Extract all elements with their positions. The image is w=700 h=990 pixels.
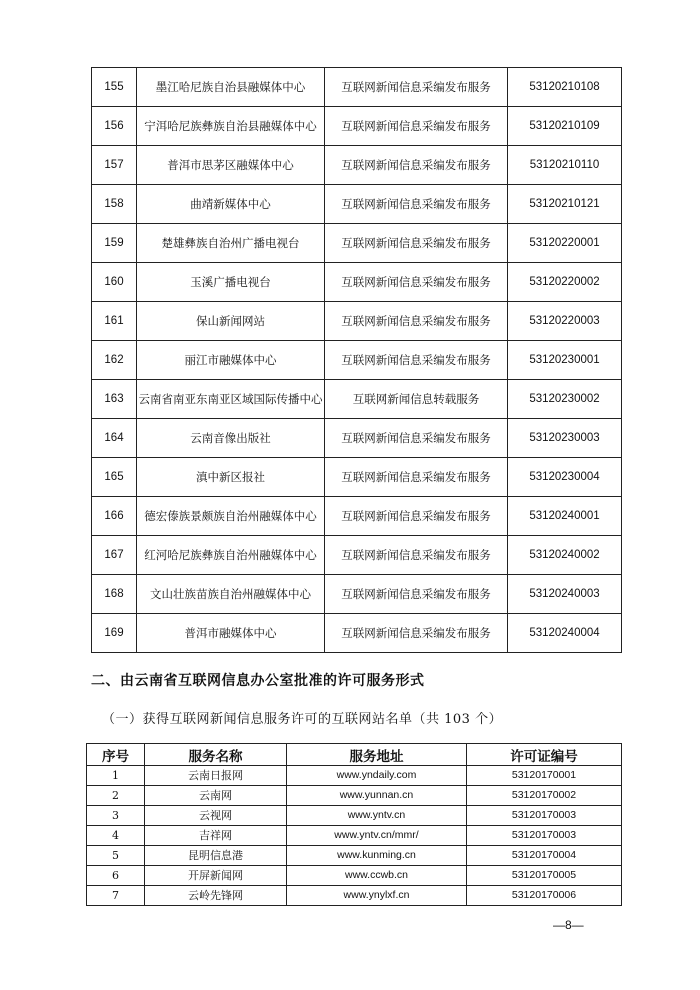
cell-name: 玉溪广播电视台 (137, 263, 325, 302)
cell-license: 53120170003 (467, 826, 622, 846)
cell-name: 德宏傣族景颇族自治州融媒体中心 (137, 497, 325, 536)
cell-license: 53120230003 (508, 419, 622, 458)
cell-no: 2 (87, 786, 145, 806)
cell-no: 158 (92, 185, 137, 224)
cell-address: www.yndaily.com (287, 766, 467, 786)
cell-license: 53120170004 (467, 846, 622, 866)
cell-name: 吉祥网 (145, 826, 287, 846)
cell-no: 159 (92, 224, 137, 263)
table-row (92, 497, 622, 536)
cell-address: www.ccwb.cn (287, 866, 467, 886)
cell-no: 167 (92, 536, 137, 575)
cell-no: 5 (87, 846, 145, 866)
cell-address: www.yntv.cn (287, 806, 467, 826)
cell-name: 云南网 (145, 786, 287, 806)
cell-license: 53120170005 (467, 866, 622, 886)
cell-license: 53120230001 (508, 341, 622, 380)
cell-license: 53120220001 (508, 224, 622, 263)
cell-license: 53120170003 (467, 806, 622, 826)
table-header-row (87, 744, 622, 766)
cell-name: 保山新闻网站 (137, 302, 325, 341)
license-table-body (92, 68, 622, 653)
table-row (92, 341, 622, 380)
cell-name: 普洱市融媒体中心 (137, 614, 325, 653)
cell-license: 53120240003 (508, 575, 622, 614)
cell-no: 157 (92, 146, 137, 185)
cell-license: 53120170001 (467, 766, 622, 786)
table-row (92, 107, 622, 146)
sub-heading: （一）获得互联网新闻信息服务许可的互联网站名单（共 103 个） (102, 712, 503, 727)
cell-service: 互联网新闻信息转载服务 (325, 380, 508, 419)
cell-no: 168 (92, 575, 137, 614)
header-license: 许可证编号 (467, 744, 622, 766)
table-row (92, 419, 622, 458)
table-row (87, 786, 622, 806)
cell-no: 165 (92, 458, 137, 497)
website-table-body (87, 766, 622, 906)
cell-license: 53120170006 (467, 886, 622, 906)
table-row (92, 146, 622, 185)
table-row (87, 846, 622, 866)
cell-no: 3 (87, 806, 145, 826)
table-row (87, 886, 622, 906)
cell-no: 6 (87, 866, 145, 886)
cell-no: 1 (87, 766, 145, 786)
cell-service: 互联网新闻信息采编发布服务 (325, 302, 508, 341)
website-license-table (86, 743, 622, 906)
cell-service: 互联网新闻信息采编发布服务 (325, 263, 508, 302)
table-row (92, 185, 622, 224)
table-row (92, 302, 622, 341)
cell-service: 互联网新闻信息采编发布服务 (325, 575, 508, 614)
table-row (92, 224, 622, 263)
table-row (92, 536, 622, 575)
cell-no: 7 (87, 886, 145, 906)
license-table-continued (91, 67, 622, 653)
cell-service: 互联网新闻信息采编发布服务 (325, 497, 508, 536)
table-row (87, 866, 622, 886)
cell-name: 丽江市融媒体中心 (137, 341, 325, 380)
cell-address: www.yntv.cn/mmr/ (287, 826, 467, 846)
cell-service: 互联网新闻信息采编发布服务 (325, 185, 508, 224)
cell-name: 云视网 (145, 806, 287, 826)
cell-license: 53120210121 (508, 185, 622, 224)
page-number: —8— (553, 918, 584, 932)
cell-name: 云南音像出版社 (137, 419, 325, 458)
cell-license: 53120210108 (508, 68, 622, 107)
cell-license: 53120240002 (508, 536, 622, 575)
cell-service: 互联网新闻信息采编发布服务 (325, 458, 508, 497)
table-row (92, 458, 622, 497)
header-address: 服务地址 (287, 744, 467, 766)
cell-license: 53120210109 (508, 107, 622, 146)
table-row (92, 575, 622, 614)
cell-no: 163 (92, 380, 137, 419)
cell-name: 云岭先锋网 (145, 886, 287, 906)
header-name: 服务名称 (145, 744, 287, 766)
cell-no: 164 (92, 419, 137, 458)
table-row (87, 766, 622, 786)
cell-name: 文山壮族苗族自治州融媒体中心 (137, 575, 325, 614)
cell-license: 53120240004 (508, 614, 622, 653)
table-row (87, 806, 622, 826)
cell-service: 互联网新闻信息采编发布服务 (325, 341, 508, 380)
cell-address: www.yunnan.cn (287, 786, 467, 806)
cell-no: 169 (92, 614, 137, 653)
cell-no: 4 (87, 826, 145, 846)
cell-name: 宁洱哈尼族彝族自治县融媒体中心 (137, 107, 325, 146)
table-row (92, 68, 622, 107)
cell-service: 互联网新闻信息采编发布服务 (325, 146, 508, 185)
cell-license: 53120230002 (508, 380, 622, 419)
cell-license: 53120240001 (508, 497, 622, 536)
cell-name: 滇中新区报社 (137, 458, 325, 497)
cell-license: 53120230004 (508, 458, 622, 497)
cell-license: 53120220003 (508, 302, 622, 341)
cell-name: 昆明信息港 (145, 846, 287, 866)
cell-license: 53120220002 (508, 263, 622, 302)
cell-no: 161 (92, 302, 137, 341)
cell-service: 互联网新闻信息采编发布服务 (325, 224, 508, 263)
cell-no: 156 (92, 107, 137, 146)
section-heading: 二、由云南省互联网信息办公室批准的许可服务形式 (91, 673, 425, 689)
cell-service: 互联网新闻信息采编发布服务 (325, 536, 508, 575)
cell-service: 互联网新闻信息采编发布服务 (325, 107, 508, 146)
cell-name: 普洱市思茅区融媒体中心 (137, 146, 325, 185)
cell-no: 162 (92, 341, 137, 380)
table-row (92, 380, 622, 419)
cell-no: 155 (92, 68, 137, 107)
cell-address: www.ynylxf.cn (287, 886, 467, 906)
cell-service: 互联网新闻信息采编发布服务 (325, 419, 508, 458)
table-row (92, 614, 622, 653)
cell-service: 互联网新闻信息采编发布服务 (325, 68, 508, 107)
cell-no: 160 (92, 263, 137, 302)
cell-service: 互联网新闻信息采编发布服务 (325, 614, 508, 653)
cell-name: 墨江哈尼族自治县融媒体中心 (137, 68, 325, 107)
cell-name: 曲靖新媒体中心 (137, 185, 325, 224)
cell-name: 云南省南亚东南亚区域国际传播中心 (137, 380, 325, 419)
cell-no: 166 (92, 497, 137, 536)
header-no: 序号 (87, 744, 145, 766)
table-row (92, 263, 622, 302)
cell-name: 云南日报网 (145, 766, 287, 786)
cell-license: 53120170002 (467, 786, 622, 806)
cell-name: 开屏新闻网 (145, 866, 287, 886)
cell-name: 红河哈尼族彝族自治州融媒体中心 (137, 536, 325, 575)
cell-address: www.kunming.cn (287, 846, 467, 866)
table-row (87, 826, 622, 846)
cell-name: 楚雄彝族自治州广播电视台 (137, 224, 325, 263)
cell-license: 53120210110 (508, 146, 622, 185)
